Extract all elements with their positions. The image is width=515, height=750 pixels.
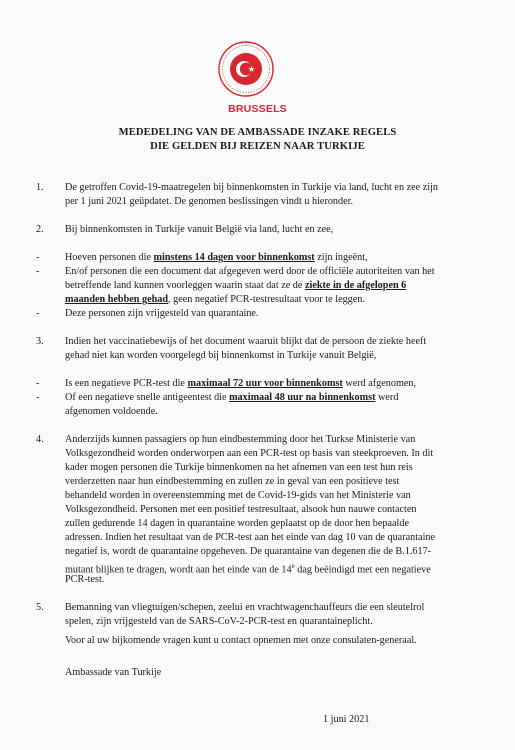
paragraph-4-line: adressen. Indien het resultaat van de PCR-test aan het einde van dag 10 van de quarantaine	[65, 532, 436, 543]
paragraph-4-line: Volksgezondheid. Personen met een positief testresultaat, alsook hun nauwe contacten	[65, 504, 417, 515]
page-title-line-1: MEDEDELING VAN DE AMBASSADE INZAKE REGELS	[118, 127, 397, 138]
paragraph-4-line: behandeld worden in overeenstemming met de Covid-19-gids van het Ministerie van	[65, 490, 411, 501]
embassy-seal-icon	[218, 41, 274, 97]
paragraph-number: 3.	[36, 336, 44, 347]
list-item-continued: afgenomen voldoende.	[65, 406, 158, 417]
list-item-continued: betreffende land kunnen voorleggen waarin staat dat ze de ziekte in de afgelopen 6	[65, 280, 407, 291]
paragraph-2-line: Bij binnenkomsten in Turkije vanuit België via land, lucht en zee,	[65, 224, 334, 235]
paragraph-3-line: gehad niet kan worden voorgelegd bij binnenkomst in Turkije vanuit België,	[65, 350, 377, 361]
list-dash: -	[36, 392, 40, 403]
paragraph-4-line: kader mogen personen die Turkije binnenkomen na het afnemen van een test hun reis	[65, 462, 413, 473]
paragraph-1-line: De getroffen Covid-19-maatregelen bij binnenkomsten in Turkije via land, lucht en zee zijn	[65, 182, 438, 193]
list-item: Of een negatieve snelle antigeentest die maximaal 48 uur na binnenkomst werd	[65, 392, 399, 403]
paragraph-5-line: Bemanning van vliegtuigen/schepen, zeelui en vrachtwagenchauffeurs die een sleutelrol	[65, 602, 425, 613]
paragraph-number: 4.	[36, 434, 44, 445]
list-dash: -	[36, 308, 40, 319]
paragraph-4-line: PCR-test.	[65, 574, 105, 585]
signature: Ambassade van Turkije	[65, 667, 162, 678]
list-item-continued: maanden hebben gehad, geen negatief PCR-testresultaat voor te leggen.	[65, 294, 365, 305]
page-title-line-2: DIE GELDEN BIJ REIZEN NAAR TURKIJE	[150, 141, 365, 152]
letter-date: 1 juni 2021	[323, 714, 370, 725]
brand-label: BRUSSELS	[228, 103, 287, 115]
list-item: En/of personen die een document dat afgegeven werd door de officiële autoriteiten van het	[65, 266, 435, 277]
list-item: Deze personen zijn vrijgesteld van quarantaine.	[65, 308, 259, 319]
paragraph-4-line: zullen gedurende 14 dagen in quarantaine worden geplaatst op de door hen bepaalde	[65, 518, 409, 529]
paragraph-5-line: spelen, zijn vrijgesteld van de SARS-CoV-2-PCR-test en quarantaineplicht.	[65, 616, 373, 627]
paragraph-4-line: mutant blijken te dragen, wordt aan het einde van de 14e dag beëindigd met een negatieve	[65, 562, 431, 576]
paragraph-number: 2.	[36, 224, 44, 235]
list-dash: -	[36, 252, 40, 263]
paragraph-1-line: per 1 juni 2021 geüpdatet. De genomen beslissingen vindt u hieronder.	[65, 196, 354, 207]
paragraph-4-line: Anderzijds kunnen passagiers op hun eindbestemming door het Turkse Ministerie van	[65, 434, 416, 445]
paragraph-4-line: negatief is, wordt de quarantaine opgeheven. De quarantaine van degenen die de B.1.617-	[65, 546, 432, 557]
list-dash: -	[36, 266, 40, 277]
paragraph-4-line: Volksgezondheid worden onderworpen aan een PCR-test op basis van steekproeven. In dit	[65, 448, 434, 459]
paragraph-number: 5.	[36, 602, 44, 613]
paragraph-number: 1.	[36, 182, 44, 193]
closing-text: Voor al uw bijkomende vragen kunt u contact opnemen met onze consulaten-generaal.	[65, 635, 417, 646]
list-dash: -	[36, 378, 40, 389]
list-item: Is een negatieve PCR-test die maximaal 72 uur voor binnenkomst werd afgenomen,	[65, 378, 417, 389]
list-item: Hoeven personen die minstens 14 dagen voor binnenkomst zijn ingeënt,	[65, 252, 368, 263]
paragraph-3-line: Indien het vaccinatiebewijs of het document waaruit blijkt dat de persoon de ziekte heeft	[65, 336, 427, 347]
paragraph-4-line: verderzetten naar hun eindbestemming en zullen ze in geval van een positieve test	[65, 476, 400, 487]
